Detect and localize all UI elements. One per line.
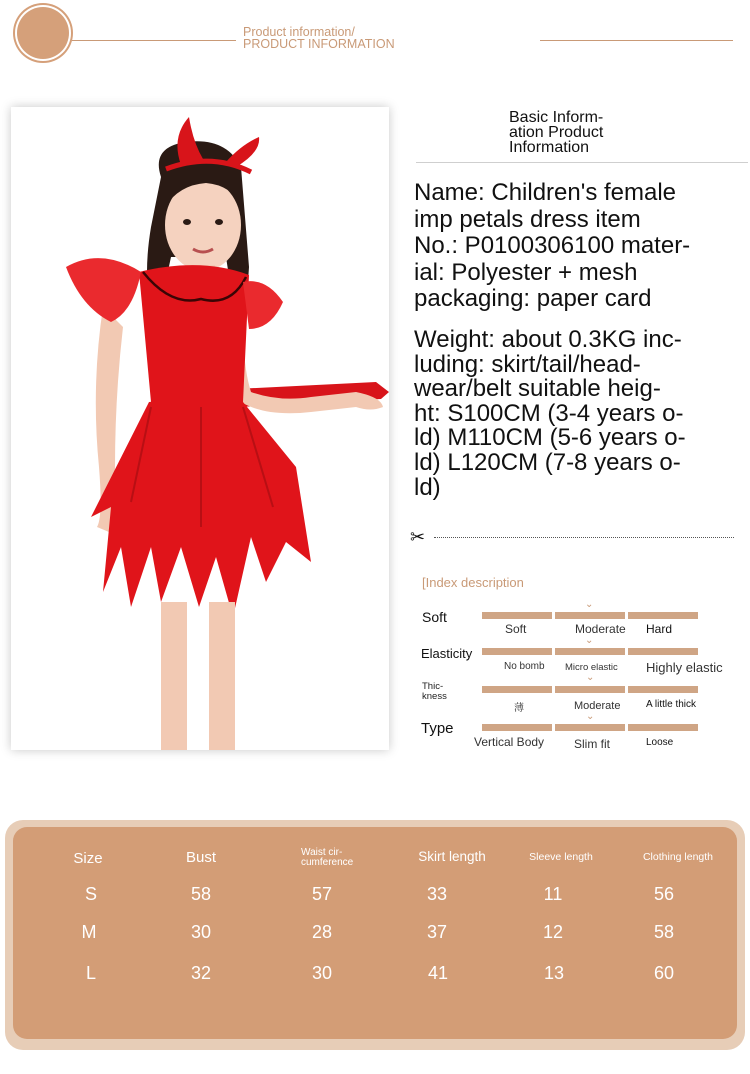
- header-title: [243, 26, 395, 50]
- scale-segment: [555, 612, 625, 619]
- index-option: Hard: [646, 622, 673, 636]
- size-table-cell: 33: [426, 884, 448, 904]
- size-table-header: Skirt length: [418, 849, 486, 864]
- size-table: [13, 827, 737, 1039]
- basic-info-divider: [416, 162, 748, 163]
- product-details-line: ial: Polyester + mesh: [414, 258, 638, 286]
- index-label-thickness-line: kness: [422, 691, 447, 702]
- selected-marker-icon: ⌄: [585, 599, 594, 610]
- basic-info-title: [509, 110, 639, 155]
- index-option: Micro elastic: [565, 662, 618, 673]
- weight-sizes-line: Weight: about 0.3KG inc-: [414, 326, 682, 353]
- weight-sizes-line: ld) M110CM (5-6 years o-: [414, 424, 686, 452]
- product-details-line: No.: P0100306100 mater-: [414, 232, 691, 259]
- product-details-line: imp petals dress item: [414, 205, 641, 233]
- brand-logo-circle: [17, 7, 69, 59]
- size-table-cell: 28: [311, 922, 333, 942]
- scale-segment: [555, 686, 625, 693]
- weight-sizes-line: ld): [414, 473, 441, 501]
- size-table-cell: 12: [542, 922, 564, 942]
- girl-devil-costume-illustration: [11, 107, 389, 750]
- index-option: Highly elastic: [646, 660, 723, 675]
- size-table-cell: 37: [426, 922, 448, 942]
- index-option: No bomb: [504, 661, 545, 672]
- weight-sizes-line: ht: S100CM (3-4 years o-: [414, 399, 684, 427]
- index-label-thickness-line: Thic-: [422, 681, 444, 692]
- basic-info-title-line: Basic Inform-: [509, 109, 604, 126]
- size-table-header: Size: [73, 850, 103, 867]
- size-table-cell: 57: [311, 884, 333, 904]
- index-option: Loose: [646, 737, 674, 748]
- size-table-cell: 11: [543, 884, 563, 904]
- scale-segment: [628, 724, 698, 731]
- scissors-icon: ✂: [410, 527, 426, 547]
- size-table-cell: M: [81, 922, 97, 942]
- selected-marker-icon: ⌄: [585, 635, 594, 646]
- index-option: Moderate: [575, 622, 626, 636]
- selected-marker-icon: ⌄: [586, 711, 595, 722]
- size-table-cell: 41: [427, 963, 449, 983]
- weight-sizes-line: wear/belt suitable heig-: [414, 375, 661, 403]
- product-photo: [11, 107, 389, 750]
- size-table-header: Sleeve length: [529, 851, 593, 863]
- basic-info-title-line: ation Product: [509, 124, 604, 141]
- index-option: Vertical Body: [474, 735, 545, 749]
- product-weight-sizes: [414, 328, 734, 500]
- size-table-header-line: cumference: [301, 857, 354, 868]
- scale-segment: [482, 648, 552, 655]
- weight-sizes-line: ld) L120CM (7-8 years o-: [414, 448, 681, 476]
- index-option: A little thick: [646, 699, 697, 710]
- product-details-line: packaging: paper card: [414, 285, 652, 312]
- size-table-cell: 60: [653, 963, 675, 983]
- product-details: [414, 180, 734, 313]
- size-table-cell: 56: [653, 884, 675, 904]
- size-table-header: Clothing length: [642, 851, 714, 863]
- scale-segment: [628, 612, 698, 619]
- header-line-right: [540, 40, 733, 41]
- size-table-cell: L: [85, 963, 96, 983]
- dotted-cut-line: [434, 537, 734, 538]
- header-title-line2: PRODUCT INFORMATION: [243, 37, 395, 51]
- size-table-cell: 30: [190, 922, 212, 942]
- scale-segment: [482, 612, 552, 619]
- selected-marker-icon: ⌄: [586, 672, 595, 683]
- scale-segment: [555, 724, 625, 731]
- basic-info-title-line: Information: [509, 139, 590, 156]
- size-table-header-line: Waist cir-: [301, 847, 343, 858]
- size-table-cell: 58: [653, 922, 675, 942]
- index-label-soft: Soft: [422, 609, 447, 625]
- index-label-elasticity: Elasticity: [421, 646, 473, 661]
- index-option: 薄: [514, 703, 524, 714]
- header-line-left: [72, 40, 236, 41]
- size-table-cell: 32: [190, 963, 212, 983]
- index-label-type: Type: [421, 720, 454, 737]
- size-table-header-waist: [301, 848, 353, 868]
- scale-segment: [555, 648, 625, 655]
- weight-sizes-line: luding: skirt/tail/head-: [414, 350, 641, 378]
- size-table-cell: 30: [311, 963, 333, 983]
- scale-segment: [482, 686, 552, 693]
- size-table-header: Bust: [185, 849, 216, 866]
- header-title-line1: Product information/: [243, 25, 355, 39]
- scale-segment: [628, 686, 698, 693]
- product-details-line: Name: Children's female: [414, 179, 677, 206]
- size-table-cell: 58: [190, 884, 212, 904]
- index-description-title: [Index description: [422, 575, 524, 590]
- index-option: Slim fit: [574, 737, 610, 751]
- index-option: Moderate: [574, 700, 621, 712]
- index-option: Soft: [505, 622, 527, 636]
- index-label-thickness: [422, 682, 447, 702]
- size-table-cell: S: [84, 884, 97, 904]
- size-table-cell: 13: [543, 963, 565, 983]
- scale-segment: [628, 648, 698, 655]
- scale-segment: [482, 724, 552, 731]
